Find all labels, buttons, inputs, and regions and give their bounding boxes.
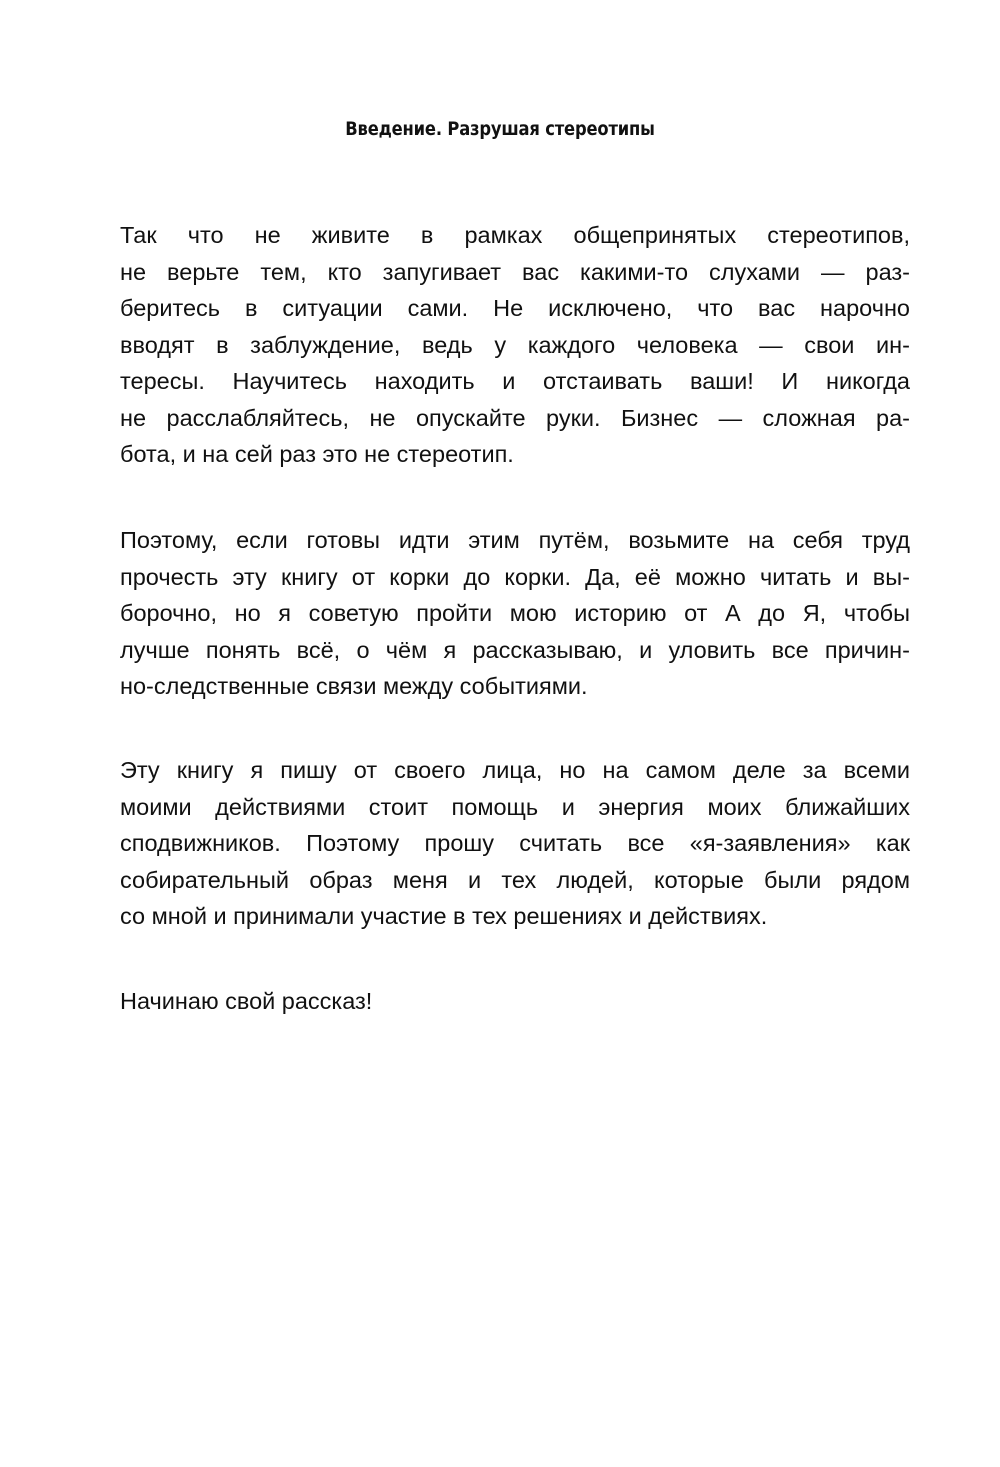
- text-line: сподвижников. Поэтому прошу считать все «я-заявления» как: [120, 830, 910, 856]
- text-line: не расслабляйтесь, не опускайте руки. Бизнес — сложная ра-: [120, 404, 910, 431]
- text-line: бота, и на сей раз это не стереотип.: [120, 441, 514, 467]
- paragraph-2: [120, 522, 910, 705]
- text-line: моими действиями стоит помощь и энергия моих ближайших: [120, 793, 910, 820]
- paragraph-1: [120, 217, 910, 473]
- text-line: Так что не живите в рамках общепринятых стереотипов,: [120, 222, 910, 248]
- text-line: Начинаю свой рассказ!: [120, 988, 373, 1014]
- paragraph-4: [120, 983, 910, 1020]
- text-line: собирательный образ меня и тех людей, которые были рядом: [120, 866, 910, 893]
- paragraph-3: [120, 752, 910, 935]
- text-line: борочно, но я советую пройти мою историю от А до Я, чтобы: [120, 600, 910, 626]
- text-line: не верьте тем, кто запугивает вас какими-то слухами — раз-: [120, 258, 910, 285]
- text-line: прочесть эту книгу от корки до корки. Да, её можно читать и вы-: [120, 563, 910, 590]
- text-line: лучше понять всё, о чём я рассказываю, и уловить все причин-: [120, 636, 910, 663]
- text-line: со мной и принимали участие в тех решениях и действиях.: [120, 903, 768, 929]
- text-line: тересы. Научитесь находить и отстаивать ваши! И никогда: [120, 368, 910, 394]
- text-line: вводят в заблуждение, ведь у каждого человека — свои ин-: [120, 331, 910, 358]
- text-line: Поэтому, если готовы идти этим путём, возьмите на себя труд: [120, 527, 910, 553]
- text-line: но-следственные связи между событиями.: [120, 673, 588, 699]
- text-line: Эту книгу я пишу от своего лица, но на самом деле за всеми: [120, 757, 910, 783]
- text-line: беритесь в ситуации сами. Не исключено, что вас нарочно: [120, 295, 910, 321]
- running-head: Введение. Разрушая стереотипы: [345, 118, 655, 140]
